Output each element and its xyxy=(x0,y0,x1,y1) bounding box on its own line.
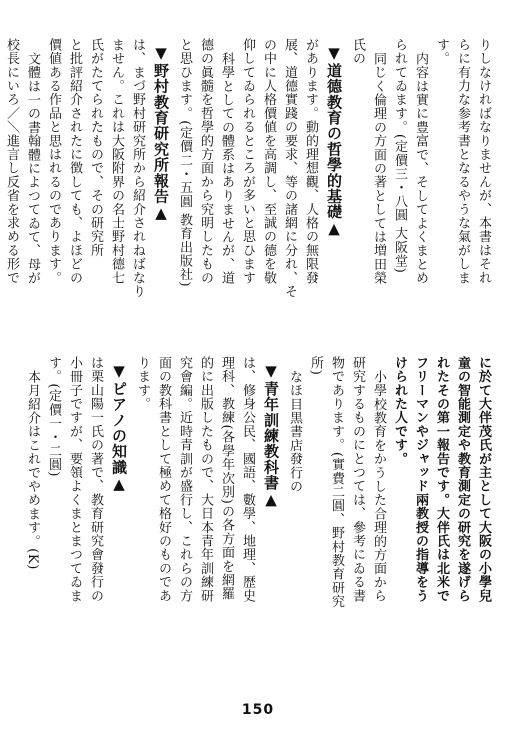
lower-line: 所) xyxy=(308,356,323,376)
lower-line: けられた人です。 xyxy=(392,356,407,466)
upper-right-line: 展、道德實踐の要求、等の諸網に分れ、そ xyxy=(282,38,297,299)
upper-right-line: 氏がたてられたもので、その研究所 xyxy=(88,38,103,258)
upper-right-line: があります。動的理想觀、人格の無限發 xyxy=(303,38,318,285)
lower-line: れたその第一報告です。大伴氏は北米で xyxy=(434,356,449,603)
upper-text-band xyxy=(4,38,494,332)
lower-line: 面の教科書として極めて格好のものであ xyxy=(156,356,171,603)
lower-heading: ▼ピアノの知識▲ xyxy=(110,362,128,494)
upper-right-line: ません。これは大阪附界の名士野村德七 xyxy=(109,38,124,285)
lower-line: 的に出版したもので、大日本青年訓練研 xyxy=(198,356,213,603)
upper-right-line: 仰してゐられるところが多いと思ひます xyxy=(240,38,255,285)
upper-right-line: は、まづ野村研究所から紹介されねばなり xyxy=(130,38,145,299)
upper-left-line: 文體は一の書翰體によつてゐて、母が xyxy=(25,52,40,285)
lower-heading: ▼青年訓練教科書▲ xyxy=(262,362,280,510)
lower-line: ります。 xyxy=(135,356,150,411)
upper-right-line: 科學としての體系はありませんが、道 xyxy=(219,52,234,285)
upper-left-line: 價値ある作品と思はれるのであります。 xyxy=(46,38,61,285)
upper-right-line: す。 xyxy=(434,38,449,66)
lower-line: 研究するものにとつては、參考にゐる書 xyxy=(350,356,365,603)
upper-right-heading: ▼道德教育の哲學的基礎▲ xyxy=(325,44,343,239)
lower-line: 小冊子ですが、要領よくまとまつてゐま xyxy=(67,356,82,603)
lower-line: は、修身公民、國語、數學、地理、歴史 xyxy=(240,356,255,603)
lower-line: に於て大伴茂氏が主として大阪の小學兒 xyxy=(476,356,491,603)
lower-text-band xyxy=(24,356,494,674)
upper-left-line: 校長にいろ／＼進言し反省を求める形で xyxy=(4,38,19,285)
lower-line: なほ目黒書店發行の xyxy=(287,370,302,494)
upper-right-line: られてゐます。(定價三・八圓 大阪堂) xyxy=(392,38,407,274)
upper-right-line: 氏の xyxy=(350,38,365,66)
upper-right-line: と思ひます。(定價二・五圓 教育出版社) xyxy=(177,38,192,288)
upper-right-line: りしなければなりませんが、本書はそれ xyxy=(476,38,491,285)
upper-right-line: 同じく倫理の方面の著としては増田榮 xyxy=(371,52,386,285)
upper-left-line: と批評紹介されたに徴しても、よほどの xyxy=(67,38,82,285)
lower-line: 理科、教練(各學年次別)の各方面を網羅 xyxy=(219,356,234,601)
page-number: 150 xyxy=(241,702,275,718)
upper-right-line: 德の眞髓を哲學的方面から究明したもの xyxy=(198,38,213,285)
lower-line: フリーマンやジャッド兩教授の指導をう xyxy=(413,356,428,603)
lower-line: 童の智能測定や教育測定の研究を遂げら xyxy=(455,356,470,603)
upper-right-line: らに有力な参考書となるやうな氣がしま xyxy=(455,38,470,285)
lower-line: 物であります。(實費二圓、野村教育研究 xyxy=(329,356,344,609)
lower-line: す。(定價一・二圓) xyxy=(46,356,61,478)
lower-line: 小學校教育をかうした合理的方面から xyxy=(371,370,386,603)
upper-right-heading: ▼野村教育研究所報告▲ xyxy=(152,44,170,223)
lower-line: 本月紹介はこれでやめます。(K) xyxy=(25,370,40,571)
upper-right-line: の中に人格價値を高調し、至誠の德を敬 xyxy=(261,38,276,285)
lower-line: は栗山陽一氏の著で、教育研究會發行の xyxy=(88,356,103,603)
lower-line: 究會編。近時青訓が盛行し、これらの方 xyxy=(177,356,192,603)
upper-right-line: 内容は實に豊富で、そしてよくまとめ xyxy=(413,52,428,285)
